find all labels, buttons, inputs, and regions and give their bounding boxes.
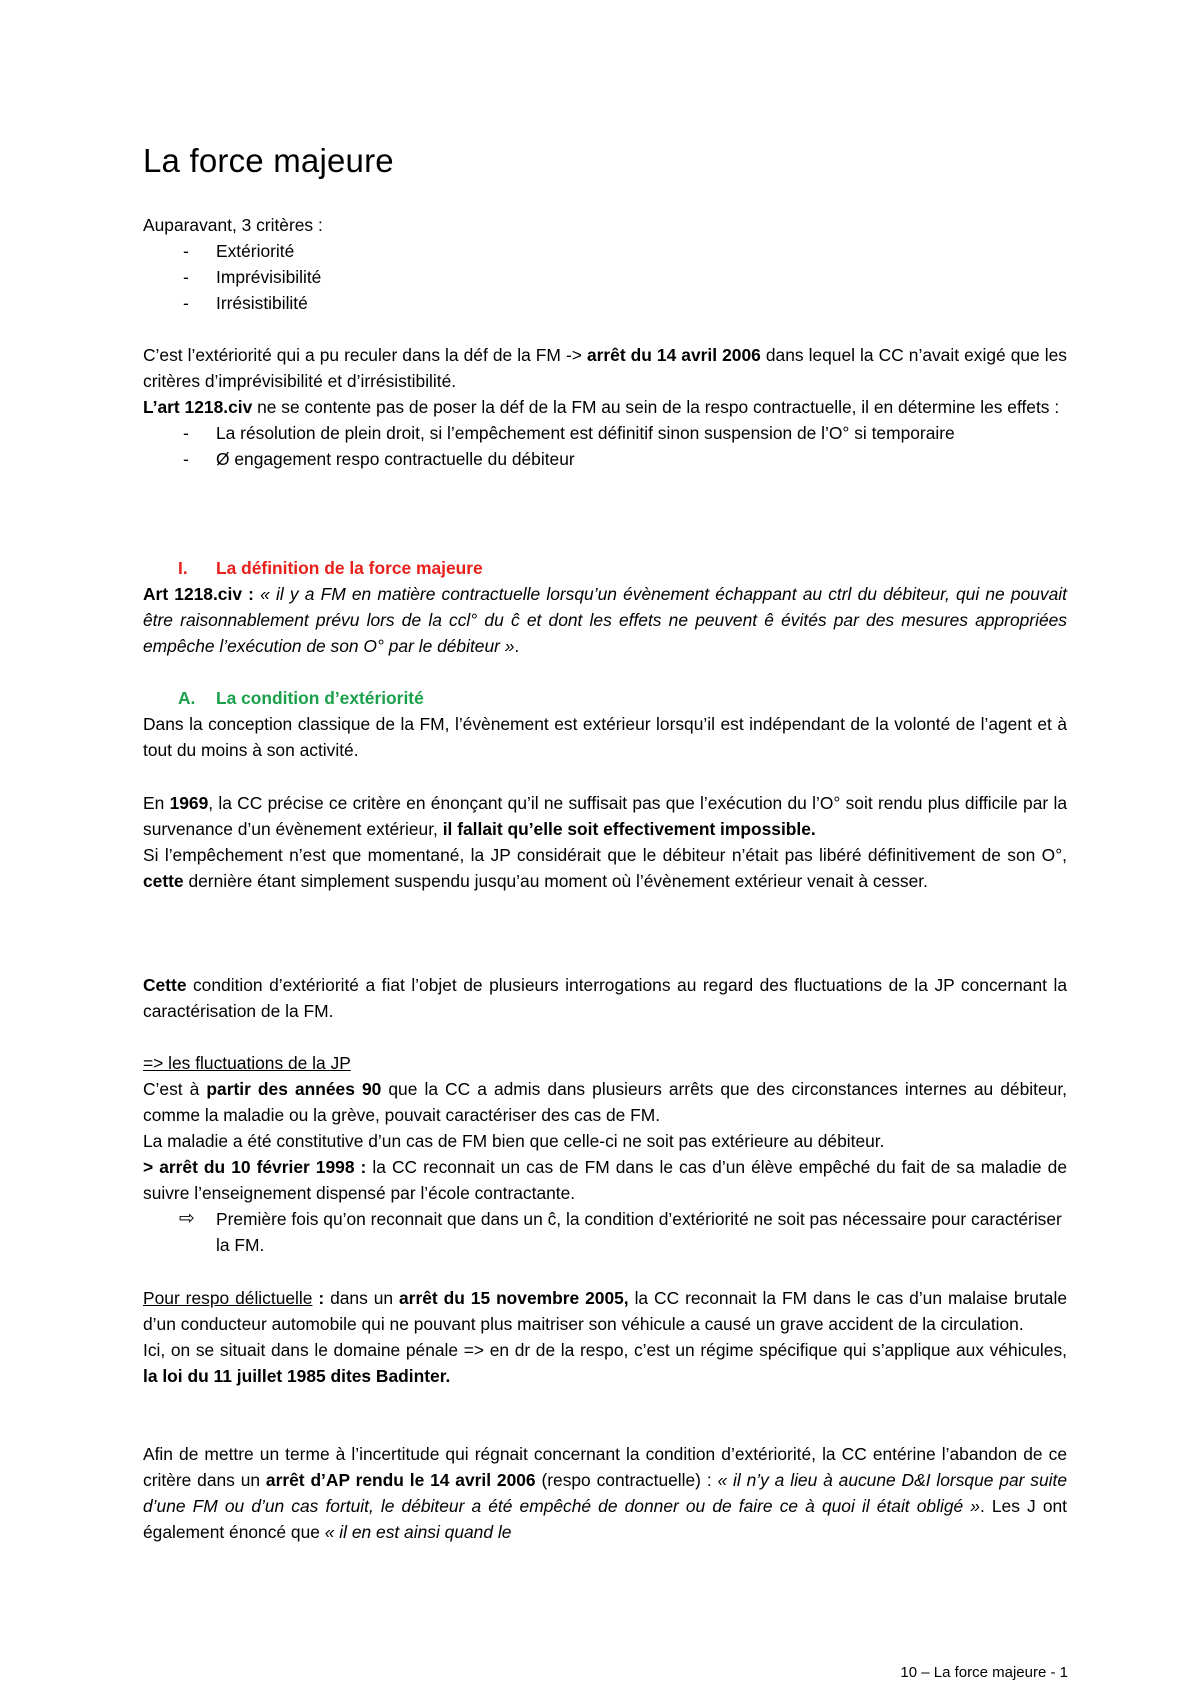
- section-label: La condition d’extériorité: [216, 688, 424, 708]
- intro-lead: Auparavant, 3 critères :: [143, 215, 323, 235]
- fluctuations-block: [143, 1050, 1067, 1258]
- section-number: I.: [178, 558, 188, 578]
- paragraph-a2: [143, 790, 1067, 842]
- article-quote: [143, 581, 1067, 659]
- final-paragraph: [143, 1441, 1067, 1545]
- text-span: dernière étant simplement suspendu jusqu’au moment où l’évènement extérieur venait à cesser.: [183, 871, 928, 891]
- page-title: La force majeure: [143, 142, 394, 179]
- bold-span: arrêt du 14 avril 2006: [586, 345, 761, 365]
- text-span: Afin de mettre un terme à l’incertitude qui régnait concernant la condition d’extériorité, la CC entérine l’abandon de ce critère dans un: [143, 1444, 1067, 1490]
- text-span: que la CC a admis dans plusieurs arrêts que des circonstances internes au débiteur, comme la maladie ou la grève, pouvait caractériser des cas de FM.: [143, 1079, 1067, 1125]
- underlined-span: Pour respo délictuelle: [143, 1288, 313, 1308]
- section-1: [143, 555, 1067, 659]
- section-label: La définition de la force majeure: [216, 558, 483, 578]
- page-footer: 10 – La force majeure - 1: [900, 1664, 1068, 1681]
- text-span: .: [514, 636, 520, 656]
- fluctuations-heading: => les fluctuations de la JP: [143, 1053, 351, 1073]
- bold-span: il fallait qu’elle soit effectivement impossible.: [442, 819, 816, 839]
- section-a: [143, 685, 1067, 763]
- paragraph-interrogations: [143, 972, 1067, 1024]
- fluctuations-maladie: La maladie a été constitutive d’un cas de FM bien que celle-ci ne soit pas extérieure au débiteur.: [143, 1131, 885, 1151]
- final-block: [143, 1441, 1067, 1545]
- bold-span: :: [312, 1288, 331, 1308]
- text-span: C’est l’extériorité qui a pu reculer dans la déf de la FM ->: [143, 345, 587, 365]
- intro-block: [143, 212, 1067, 316]
- bold-span: Cette: [143, 975, 187, 995]
- italic-span: « il en est ainsi quand le: [324, 1522, 512, 1542]
- text-span: , la CC précise ce critère en énonçant qu’il ne suffisait pas que l’exécution du l’O° soit rendu plus difficile par la survenance d’un évènement extérieur,: [143, 793, 1067, 839]
- criteria-item: - Extériorité: [143, 238, 1067, 264]
- bold-span: cette: [143, 871, 184, 891]
- section-heading: [143, 555, 1067, 581]
- paragraph-a4: [143, 972, 1067, 1024]
- bold-span: > arrêt du 10 février 1998 :: [143, 1157, 367, 1177]
- fluctuations-paragraph: [143, 1076, 1067, 1128]
- italic-span: « il y a FM en matière contractuelle lorsqu’un évènement échappant au ctrl du débiteur, qui ne pouvait être raisonnablement prévu lors de la ccl° du ĉ et dont les effets ne peuvent ê évités par des mesures appropriées empêche l’exécution de son O° par le débiteur »: [143, 584, 1067, 656]
- text-span: la CC reconnait un cas de FM dans le cas d’un élève empêché du fait de sa maladie de suivre l’enseignement dispensé par l’école contractante.: [143, 1157, 1067, 1203]
- bold-span: L’art 1218.civ: [143, 397, 253, 417]
- text-span: . Les J ont également énoncé que: [143, 1496, 1067, 1542]
- text-span: dans un: [330, 1288, 400, 1308]
- arret-1998: [143, 1154, 1067, 1206]
- text-span: Ici, on se situait dans le domaine pénale => en dr de la respo, c’est un régime spécifique qui s’applique aux véhicules,: [143, 1340, 1067, 1360]
- arrow-text: Première fois qu’on reconnait que dans un ĉ, la condition d’extériorité ne soit pas nécessaire pour caractériser la FM.: [216, 1209, 1062, 1255]
- paragraph-1969: [143, 790, 1067, 894]
- criteria-item: - Irrésistibilité: [143, 290, 1067, 316]
- paragraph-a3: [143, 842, 1067, 894]
- text-span: (respo contractuelle) :: [535, 1470, 718, 1490]
- effects-item: - La résolution de plein droit, si l’empêchement est définitif sinon suspension de l’O° si temporaire: [143, 420, 1067, 446]
- text-span: dans lequel la CC n’avait exigé que les critères d’imprévisibilité et d’irrésistibilité.: [143, 345, 1067, 391]
- text-span: En: [143, 793, 170, 813]
- badinter-paragraph: [143, 1337, 1067, 1389]
- paragraph-exteriority: [143, 342, 1067, 472]
- text-span: condition d’extériorité a fiat l’objet de plusieurs interrogations au regard des fluctuations de la JP concernant la caractérisation de la FM.: [143, 975, 1067, 1021]
- italic-span: « il n’y a lieu à aucune D&I lorsque par suite d’une FM ou d’un cas fortuit, le débiteur a été empêché de donner ou de faire ce à quoi il était obligé »: [143, 1470, 1067, 1516]
- bold-span: arrêt du 15 novembre 2005,: [399, 1288, 629, 1308]
- bold-span: arrêt d’AP rendu le 14 avril 2006: [265, 1470, 536, 1490]
- text-span: ne se contente pas de poser la déf de la FM au sein de la respo contractuelle, il en détermine les effets :: [252, 397, 1060, 417]
- arrow-right-icon: ⇨: [179, 1208, 195, 1229]
- arrow-item: [143, 1206, 1067, 1258]
- text-span: Si l’empêchement n’est que momentané, la JP considérait que le débiteur n’était pas libéré définitivement de son O°,: [143, 845, 1067, 865]
- effects-item: - Ø engagement respo contractuelle du débiteur: [143, 446, 1067, 472]
- criteria-item: - Imprévisibilité: [143, 264, 1067, 290]
- subsection-heading: [143, 685, 1067, 711]
- text-span: C’est à: [143, 1079, 207, 1099]
- paragraph-1: [143, 342, 1067, 394]
- delictual-paragraph: [143, 1285, 1067, 1337]
- section-number: A.: [178, 688, 196, 708]
- text-span: la CC reconnait la FM dans le cas d’un malaise brutale d’un conducteur automobile qui ne pouvant plus maitriser son véhicule a causé un grave accident de la circulation.: [143, 1288, 1067, 1334]
- paragraph-2: [143, 394, 1067, 420]
- criteria-list: [143, 238, 1067, 316]
- bold-span: partir des années 90: [206, 1079, 382, 1099]
- effects-list: [143, 420, 1067, 472]
- paragraph-a1: Dans la conception classique de la FM, l’évènement est extérieur lorsqu’il est indépendant de la volonté de l’agent et à tout du moins à son activité.: [143, 714, 1067, 760]
- bold-span: la loi du 11 juillet 1985 dites Badinter.: [143, 1366, 451, 1386]
- bold-span: 1969: [169, 793, 209, 813]
- delictual-block: [143, 1285, 1067, 1389]
- bold-span: Art 1218.civ :: [143, 584, 254, 604]
